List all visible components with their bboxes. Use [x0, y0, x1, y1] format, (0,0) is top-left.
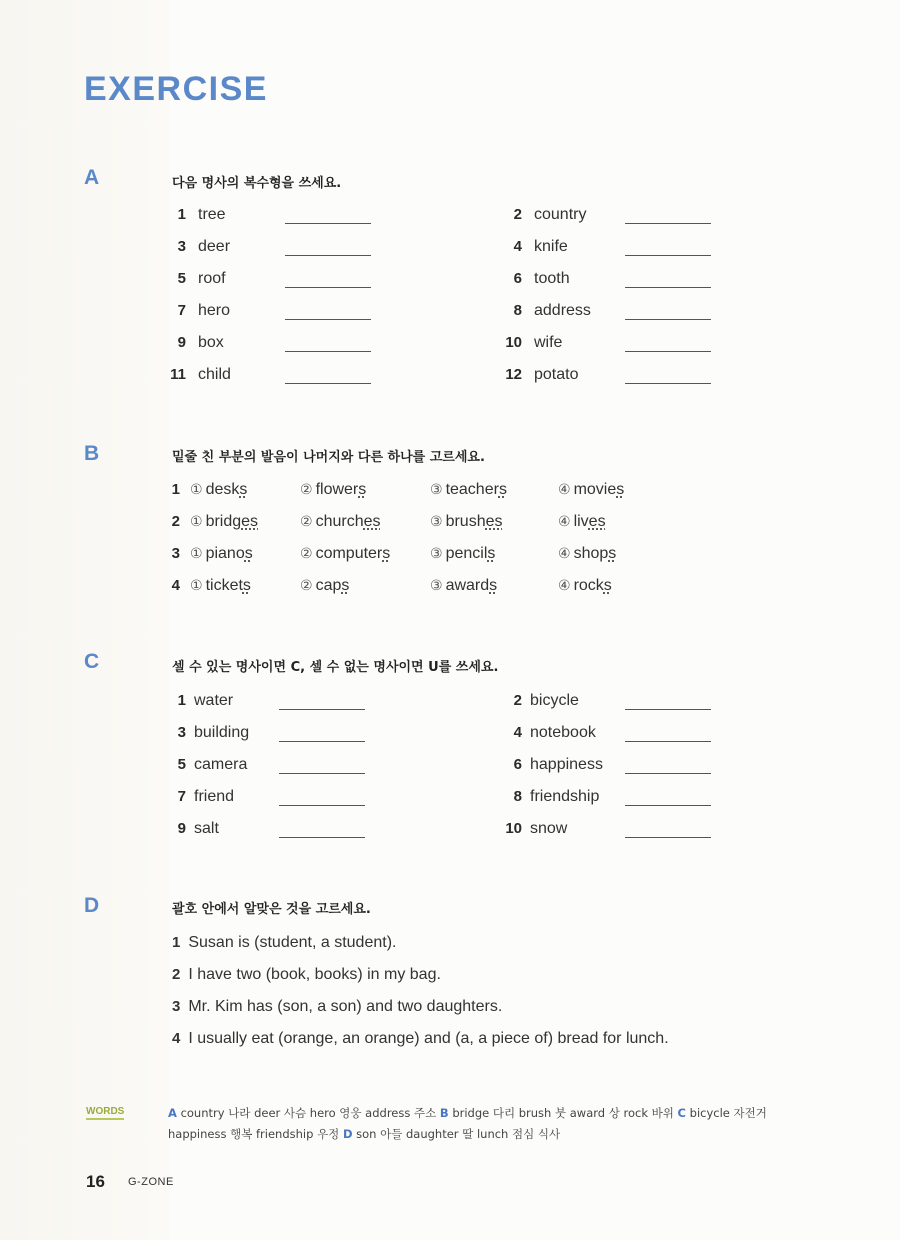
sentence-text: I usually eat (orange, an orange) and (a, a piece of) bread for lunch.: [188, 1030, 669, 1047]
item-word: tree: [198, 206, 226, 223]
item-number: 9: [177, 820, 186, 837]
words-d-text: son 아들 daughter 딸 lunch 점심 식사: [356, 1127, 561, 1141]
choice-option[interactable]: [300, 545, 390, 563]
choice-word-stem: teacher: [445, 481, 499, 498]
choice-word-stem: rock: [573, 577, 604, 594]
answer-blank[interactable]: [279, 773, 365, 774]
choice-underlined-part: s: [603, 577, 612, 594]
item-word: address: [534, 302, 591, 319]
item-word: friendship: [530, 788, 600, 805]
answer-blank[interactable]: [625, 837, 711, 838]
answer-blank[interactable]: [625, 223, 711, 224]
choice-option[interactable]: [430, 481, 507, 499]
choice-word-stem: ticket: [205, 577, 243, 594]
choice-underlined-part: s: [616, 481, 625, 498]
exercise-row: [486, 238, 726, 262]
item-word: hero: [198, 302, 231, 319]
answer-blank[interactable]: [625, 287, 711, 288]
choice-row: [0, 577, 900, 601]
item-word: tooth: [534, 270, 570, 287]
exercise-row: [486, 206, 726, 230]
choice-word-stem: church: [315, 513, 364, 530]
choice-option[interactable]: [190, 481, 247, 499]
item-word: box: [198, 334, 224, 351]
choice-word-stem: pencil: [445, 545, 488, 562]
choice-word-stem: liv: [573, 513, 589, 530]
choice-row: [0, 513, 900, 537]
item-number: 5: [177, 270, 186, 287]
exercise-row: [150, 302, 390, 326]
answer-blank[interactable]: [285, 255, 371, 256]
section-b-letter: B: [84, 442, 100, 465]
exercise-row: [150, 788, 390, 812]
item-word: salt: [194, 820, 219, 837]
answer-blank[interactable]: [285, 351, 371, 352]
section-a-letter: A: [84, 166, 100, 189]
choice-mark: ①: [190, 513, 203, 529]
answer-blank[interactable]: [285, 319, 371, 320]
page-number: 16: [86, 1172, 105, 1191]
choice-word-stem: desk: [205, 481, 240, 498]
answer-blank[interactable]: [625, 383, 711, 384]
item-word: friend: [194, 788, 235, 805]
item-number: 6: [513, 270, 522, 287]
item-number: 8: [513, 788, 522, 805]
choice-mark: ②: [300, 577, 313, 593]
words-b-text: bridge 다리 brush 붓 award 상 rock 바위: [452, 1106, 674, 1120]
choice-mark: ④: [558, 481, 571, 497]
exercise-row: [150, 270, 390, 294]
exercise-row: [150, 206, 390, 230]
exercise-row: [150, 366, 390, 390]
choice-mark: ①: [190, 577, 203, 593]
choice-word-stem: bridg: [205, 513, 242, 530]
choice-underlined-part: es: [241, 513, 259, 530]
section-b-instruction: 밑줄 친 부분의 발음이 나머지와 다른 하나를 고르세요.: [172, 450, 485, 465]
item-number: 2: [172, 966, 181, 983]
choice-word-stem: shop: [573, 545, 609, 562]
answer-blank[interactable]: [625, 709, 711, 710]
choice-underlined-part: s: [498, 481, 507, 498]
exercise-row: [486, 788, 726, 812]
item-word: notebook: [530, 724, 596, 741]
item-number: 4: [172, 1030, 181, 1047]
section-d-letter: D: [84, 894, 100, 917]
choice-word-stem: brush: [445, 513, 486, 530]
item-word: snow: [530, 820, 568, 837]
exercise-row: [486, 692, 726, 716]
answer-blank[interactable]: [279, 741, 365, 742]
choice-option[interactable]: [558, 513, 606, 531]
choice-mark: ①: [190, 545, 203, 561]
choice-underlined-part: s: [382, 545, 391, 562]
choice-underlined-part: s: [242, 577, 251, 594]
item-number: 2: [513, 206, 522, 223]
item-word: country: [534, 206, 587, 223]
item-number: 2: [171, 513, 180, 530]
item-word: camera: [194, 756, 248, 773]
item-number: 10: [505, 334, 522, 351]
page-title: EXERCISE: [84, 70, 268, 108]
sentence-text: I have two (book, books) in my bag.: [188, 966, 441, 983]
choice-word-stem: computer: [315, 545, 383, 562]
choice-option[interactable]: [430, 513, 503, 531]
item-number: 6: [513, 756, 522, 773]
item-number: 11: [170, 366, 186, 383]
sentence-text: Mr. Kim has (son, a son) and two daughters.: [188, 998, 503, 1015]
answer-blank[interactable]: [285, 223, 371, 224]
choice-underlined-part: es: [588, 513, 606, 530]
answer-blank[interactable]: [625, 351, 711, 352]
answer-blank[interactable]: [279, 837, 365, 838]
choice-underlined-part: s: [244, 545, 253, 562]
choice-option[interactable]: [430, 545, 495, 563]
choice-mark: ④: [558, 577, 571, 593]
choice-mark: ③: [430, 577, 443, 593]
exercise-row: [150, 820, 390, 844]
sentence-item: [172, 998, 502, 1016]
words-glossary: [168, 1103, 808, 1145]
answer-blank[interactable]: [625, 805, 711, 806]
choice-word-stem: movie: [573, 481, 617, 498]
item-number: 2: [513, 692, 522, 709]
choice-option[interactable]: [190, 545, 253, 563]
choice-row: [0, 481, 900, 505]
choice-word-stem: award: [445, 577, 490, 594]
choice-underlined-part: s: [341, 577, 350, 594]
item-word: child: [198, 366, 231, 383]
words-c-text: bicycle 자전거 happiness 행복 friendship 우정: [168, 1106, 767, 1141]
choice-option[interactable]: [190, 513, 258, 531]
item-number: 12: [505, 366, 522, 383]
choice-mark: ②: [300, 513, 313, 529]
choice-option[interactable]: [558, 545, 616, 563]
item-word: wife: [534, 334, 563, 351]
choice-option[interactable]: [558, 577, 612, 595]
item-number: 8: [513, 302, 522, 319]
answer-blank[interactable]: [625, 255, 711, 256]
choice-underlined-part: es: [485, 513, 503, 530]
item-number: 3: [171, 545, 180, 562]
choice-option[interactable]: [558, 481, 624, 499]
item-number: 3: [172, 998, 181, 1015]
item-word: potato: [534, 366, 579, 383]
footer-brand: G-ZONE: [128, 1176, 174, 1188]
words-a-text: country 나라 deer 사슴 hero 영웅 address 주소: [180, 1106, 437, 1120]
answer-blank[interactable]: [279, 709, 365, 710]
choice-underlined-part: s: [489, 577, 498, 594]
section-d-instruction: 괄호 안에서 알맞은 것을 고르세요.: [172, 902, 371, 917]
answer-blank[interactable]: [285, 287, 371, 288]
choice-mark: ③: [430, 545, 443, 561]
answer-blank[interactable]: [625, 773, 711, 774]
item-number: 1: [177, 692, 186, 709]
choice-word-stem: flower: [315, 481, 359, 498]
choice-word-stem: piano: [205, 545, 245, 562]
choice-option[interactable]: [190, 577, 251, 595]
choice-underlined-part: s: [487, 545, 496, 562]
choice-mark: ①: [190, 481, 203, 497]
item-word: knife: [534, 238, 568, 255]
item-number: 1: [171, 481, 180, 498]
item-number: 10: [505, 820, 522, 837]
exercise-row: [486, 302, 726, 326]
exercise-row: [150, 724, 390, 748]
exercise-row: [486, 724, 726, 748]
words-c-tag: C: [677, 1106, 686, 1120]
words-d-tag: D: [342, 1127, 353, 1141]
item-word: water: [194, 692, 234, 709]
item-number: 7: [177, 788, 186, 805]
item-word: roof: [198, 270, 226, 287]
item-number: 9: [177, 334, 186, 351]
choice-row: [0, 545, 900, 569]
sentence-item: [172, 1030, 669, 1048]
exercise-row: [486, 756, 726, 780]
item-number: 1: [177, 206, 186, 223]
item-number: 1: [172, 934, 181, 951]
exercise-row: [486, 270, 726, 294]
answer-blank[interactable]: [285, 383, 371, 384]
choice-mark: ③: [430, 481, 443, 497]
choice-word-stem: cap: [315, 577, 342, 594]
exercise-row: [150, 238, 390, 262]
item-word: building: [194, 724, 250, 741]
answer-blank[interactable]: [625, 319, 711, 320]
words-label: WORDS: [86, 1106, 124, 1120]
section-c-letter: C: [84, 650, 100, 673]
item-word: bicycle: [530, 692, 579, 709]
answer-blank[interactable]: [279, 805, 365, 806]
choice-mark: ④: [558, 545, 571, 561]
choice-underlined-part: s: [239, 481, 248, 498]
exercise-row: [150, 756, 390, 780]
choice-mark: ③: [430, 513, 443, 529]
item-number: 7: [177, 302, 186, 319]
choice-underlined-part: s: [608, 545, 617, 562]
section-c-instruction: 셀 수 있는 명사이면 C, 셀 수 없는 명사이면 U를 쓰세요.: [172, 660, 499, 675]
words-a-tag: A: [168, 1106, 177, 1120]
sentence-item: [172, 934, 396, 952]
item-number: 4: [513, 724, 522, 741]
choice-mark: ④: [558, 513, 571, 529]
exercise-row: [486, 366, 726, 390]
sentence-item: [172, 966, 441, 984]
choice-underlined-part: es: [363, 513, 381, 530]
choice-mark: ②: [300, 545, 313, 561]
exercise-row: [150, 692, 390, 716]
exercise-row: [486, 334, 726, 358]
choice-underlined-part: s: [358, 481, 367, 498]
item-word: happiness: [530, 756, 603, 773]
item-number: 5: [177, 756, 186, 773]
item-number: 3: [177, 724, 186, 741]
section-a-instruction: 다음 명사의 복수형을 쓰세요.: [172, 176, 342, 191]
exercise-row: [486, 820, 726, 844]
item-number: 4: [513, 238, 522, 255]
words-b-tag: B: [439, 1106, 449, 1120]
sentence-text: Susan is (student, a student).: [188, 934, 397, 951]
item-word: deer: [198, 238, 231, 255]
item-number: 3: [177, 238, 186, 255]
choice-option[interactable]: [430, 577, 497, 595]
choice-option[interactable]: [300, 513, 381, 531]
exercise-row: [150, 334, 390, 358]
item-number: 4: [171, 577, 180, 594]
choice-mark: ②: [300, 481, 313, 497]
choice-option[interactable]: [300, 481, 366, 499]
choice-option[interactable]: [300, 577, 349, 595]
answer-blank[interactable]: [625, 741, 711, 742]
